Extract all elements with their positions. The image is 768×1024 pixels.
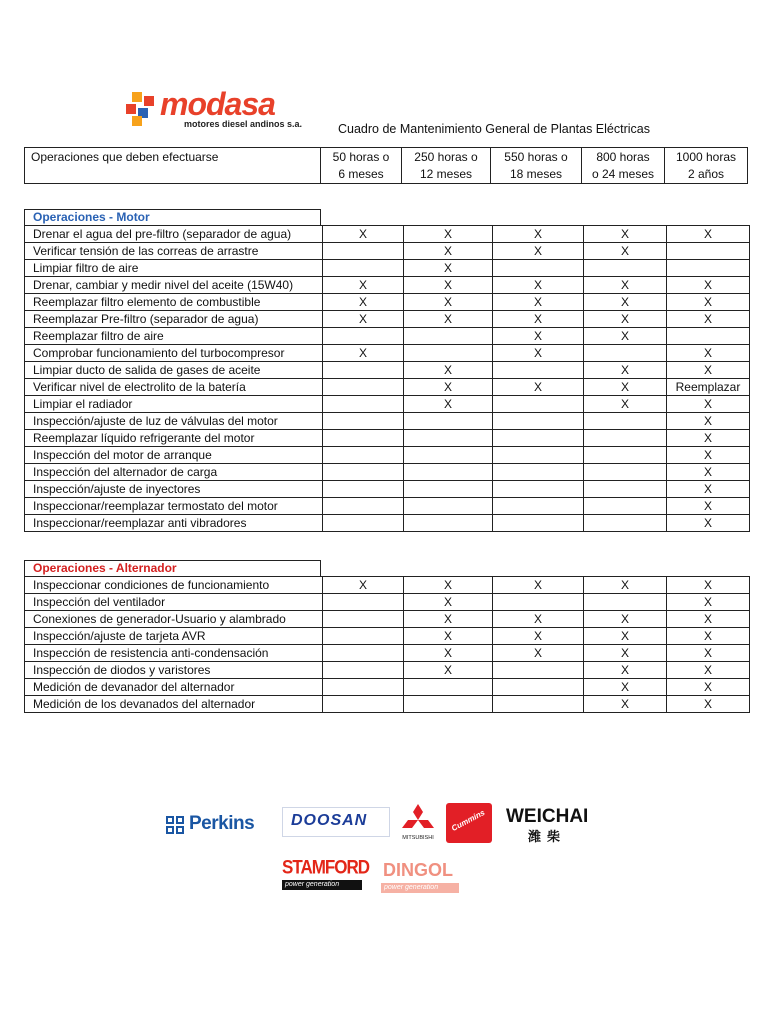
table-row <box>25 362 750 379</box>
cummins-logo-text: Cummins <box>450 807 487 834</box>
interval-mark-cell <box>493 662 584 679</box>
interval-mark-cell: X <box>404 226 493 243</box>
interval-mark-cell: X <box>667 577 750 594</box>
interval-header-800: 800 horas o 24 meses <box>582 148 665 184</box>
interval-mark-cell <box>584 515 667 532</box>
interval-mark-cell <box>323 594 404 611</box>
interval-mark-cell: X <box>323 294 404 311</box>
motor-operations-table <box>24 225 750 532</box>
interval-mark-cell <box>323 628 404 645</box>
operation-cell: Inspección de diodos y varistores <box>25 662 323 679</box>
dingol-logo <box>381 860 461 896</box>
interval-mark-cell: X <box>667 611 750 628</box>
operation-cell: Inspeccionar/reemplazar termostato del motor <box>25 498 323 515</box>
interval-mark-cell <box>493 679 584 696</box>
interval-mark-cell <box>493 481 584 498</box>
operation-cell: Limpiar filtro de aire <box>25 260 323 277</box>
operation-cell: Inspección/ajuste de luz de válvulas del motor <box>25 413 323 430</box>
interval-header-550: 550 horas o 18 meses <box>491 148 582 184</box>
operation-cell: Medición de devanador del alternador <box>25 679 323 696</box>
interval-mark-cell: X <box>584 628 667 645</box>
interval-mark-cell: Reemplazar <box>667 379 750 396</box>
interval-mark-cell <box>323 328 404 345</box>
interval-mark-cell <box>493 594 584 611</box>
interval-mark-cell <box>667 243 750 260</box>
table-row <box>25 679 750 696</box>
interval-mark-cell: X <box>667 481 750 498</box>
interval-mark-cell: X <box>404 611 493 628</box>
interval-mark-cell: X <box>667 396 750 413</box>
doosan-logo <box>282 807 390 837</box>
interval-mark-cell <box>404 447 493 464</box>
interval-mark-cell <box>323 260 404 277</box>
cummins-logo <box>446 803 492 843</box>
interval-mark-cell: X <box>493 277 584 294</box>
interval-mark-cell <box>323 447 404 464</box>
interval-mark-cell: X <box>493 311 584 328</box>
modasa-logo-wordmark: modasa <box>160 86 275 122</box>
stamford-logo-text: STAMFORD <box>282 856 370 878</box>
interval-mark-cell: X <box>404 662 493 679</box>
interval-header-1000: 1000 horas 2 años <box>665 148 748 184</box>
table-row <box>25 577 750 594</box>
interval-mark-cell: X <box>667 447 750 464</box>
table-row <box>25 379 750 396</box>
table-row <box>25 396 750 413</box>
interval-mark-cell: X <box>493 379 584 396</box>
table-row <box>25 345 750 362</box>
interval-mark-cell: X <box>667 498 750 515</box>
interval-mark-cell: X <box>667 662 750 679</box>
operation-cell: Reemplazar filtro de aire <box>25 328 323 345</box>
table-row <box>25 311 750 328</box>
interval-mark-cell: X <box>667 464 750 481</box>
operation-cell: Inspección/ajuste de tarjeta AVR <box>25 628 323 645</box>
interval-mark-cell <box>323 243 404 260</box>
modasa-logo-tagline: motores diesel andinos s.a. <box>184 119 303 129</box>
interval-mark-cell <box>493 498 584 515</box>
doosan-logo-text: DOOSAN <box>291 812 368 829</box>
interval-mark-cell: X <box>493 577 584 594</box>
interval-mark-cell: X <box>584 696 667 713</box>
interval-mark-cell <box>404 515 493 532</box>
modasa-mark-icon <box>122 92 156 126</box>
table-row <box>25 481 750 498</box>
weichai-logo-text: WEICHAI <box>506 806 589 827</box>
interval-mark-cell: X <box>323 277 404 294</box>
alternator-operations-section <box>24 560 751 715</box>
interval-mark-cell: X <box>667 628 750 645</box>
operation-cell: Reemplazar filtro elemento de combustible <box>25 294 323 311</box>
interval-mark-cell: X <box>584 577 667 594</box>
operations-header-cell: Operaciones que deben efectuarse <box>25 148 321 184</box>
interval-mark-cell: X <box>323 311 404 328</box>
interval-mark-cell: X <box>584 311 667 328</box>
interval-mark-cell: X <box>667 311 750 328</box>
interval-mark-cell: X <box>667 645 750 662</box>
interval-mark-cell <box>493 696 584 713</box>
perkins-emblem-icon <box>165 815 185 835</box>
interval-mark-cell <box>323 430 404 447</box>
interval-mark-cell: X <box>323 345 404 362</box>
operation-cell: Limpiar el radiador <box>25 396 323 413</box>
interval-mark-cell: X <box>584 662 667 679</box>
interval-mark-cell <box>323 696 404 713</box>
interval-mark-cell <box>584 413 667 430</box>
interval-mark-cell: X <box>667 226 750 243</box>
interval-mark-cell: X <box>667 679 750 696</box>
interval-mark-cell: X <box>493 243 584 260</box>
interval-mark-cell <box>493 362 584 379</box>
interval-mark-cell: X <box>584 277 667 294</box>
interval-mark-cell <box>667 328 750 345</box>
stamford-logo <box>282 856 370 894</box>
interval-mark-cell: X <box>404 594 493 611</box>
table-row <box>25 226 750 243</box>
interval-mark-cell <box>493 430 584 447</box>
interval-mark-cell <box>323 662 404 679</box>
interval-mark-cell: X <box>404 645 493 662</box>
interval-mark-cell: X <box>667 594 750 611</box>
table-row <box>25 413 750 430</box>
interval-mark-cell <box>323 464 404 481</box>
table-row <box>25 430 750 447</box>
interval-mark-cell <box>404 328 493 345</box>
operation-cell: Inspección del ventilador <box>25 594 323 611</box>
alternator-section-title: Operaciones - Alternador <box>24 560 321 576</box>
operation-cell: Inspección de resistencia anti-condensación <box>25 645 323 662</box>
mitsubishi-logo <box>398 804 438 844</box>
interval-mark-cell: X <box>404 243 493 260</box>
interval-mark-cell <box>323 645 404 662</box>
interval-mark-cell <box>404 345 493 362</box>
operation-cell: Comprobar funcionamiento del turbocompresor <box>25 345 323 362</box>
interval-mark-cell <box>323 498 404 515</box>
interval-mark-cell: X <box>404 577 493 594</box>
interval-mark-cell: X <box>493 628 584 645</box>
interval-mark-cell: X <box>493 226 584 243</box>
motor-operations-section <box>24 209 751 534</box>
interval-mark-cell: X <box>493 294 584 311</box>
interval-mark-cell <box>584 430 667 447</box>
operation-cell: Verificar nivel de electrolito de la batería <box>25 379 323 396</box>
operation-cell: Drenar, cambiar y medir nivel del aceite (15W40) <box>25 277 323 294</box>
interval-mark-cell <box>584 498 667 515</box>
table-row <box>25 611 750 628</box>
operation-cell: Inspección/ajuste de inyectores <box>25 481 323 498</box>
interval-mark-cell: X <box>584 294 667 311</box>
interval-mark-cell: X <box>667 294 750 311</box>
table-row <box>25 328 750 345</box>
operation-cell: Reemplazar líquido refrigerante del motor <box>25 430 323 447</box>
interval-mark-cell: X <box>584 645 667 662</box>
interval-mark-cell: X <box>404 277 493 294</box>
weichai-logo-chinese: 潍柴 <box>528 829 567 844</box>
interval-mark-cell: X <box>404 396 493 413</box>
interval-mark-cell: X <box>404 311 493 328</box>
interval-mark-cell <box>584 481 667 498</box>
table-row <box>25 628 750 645</box>
interval-mark-cell: X <box>404 628 493 645</box>
perkins-logo-text: Perkins <box>189 813 255 834</box>
interval-mark-cell: X <box>584 396 667 413</box>
table-row <box>25 645 750 662</box>
interval-mark-cell <box>323 379 404 396</box>
interval-mark-cell <box>323 362 404 379</box>
interval-mark-cell: X <box>667 362 750 379</box>
interval-mark-cell <box>493 464 584 481</box>
table-row <box>25 498 750 515</box>
interval-mark-cell <box>404 464 493 481</box>
operation-cell: Limpiar ducto de salida de gases de aceite <box>25 362 323 379</box>
dingol-logo-text: DINGOL <box>383 860 453 880</box>
interval-mark-cell <box>404 413 493 430</box>
interval-mark-cell <box>493 396 584 413</box>
interval-mark-cell: X <box>667 345 750 362</box>
interval-mark-cell: X <box>493 328 584 345</box>
interval-mark-cell <box>584 260 667 277</box>
interval-mark-cell <box>323 611 404 628</box>
weichai-logo <box>506 806 588 842</box>
interval-mark-cell <box>404 679 493 696</box>
interval-mark-cell: X <box>584 226 667 243</box>
interval-mark-cell <box>493 413 584 430</box>
mitsubishi-logo-text: MITSUBISHI <box>402 835 434 841</box>
perkins-logo <box>163 807 277 841</box>
table-row <box>25 662 750 679</box>
operation-cell: Verificar tensión de las correas de arrastre <box>25 243 323 260</box>
interval-mark-cell: X <box>323 226 404 243</box>
interval-header-50: 50 horas o 6 meses <box>321 148 402 184</box>
document-title: Cuadro de Mantenimiento General de Plantas Eléctricas <box>338 122 650 136</box>
interval-mark-cell <box>584 345 667 362</box>
interval-mark-cell: X <box>493 645 584 662</box>
interval-header-250: 250 horas o 12 meses <box>402 148 491 184</box>
table-row <box>25 696 750 713</box>
alternator-operations-table <box>24 576 750 713</box>
interval-mark-cell <box>323 515 404 532</box>
interval-mark-cell: X <box>667 696 750 713</box>
interval-mark-cell <box>667 260 750 277</box>
modasa-logo <box>122 86 327 130</box>
motor-section-title: Operaciones - Motor <box>24 209 321 225</box>
interval-mark-cell <box>323 481 404 498</box>
interval-mark-cell <box>323 413 404 430</box>
table-row <box>25 277 750 294</box>
interval-mark-cell: X <box>584 611 667 628</box>
interval-mark-cell <box>323 679 404 696</box>
interval-mark-cell <box>584 594 667 611</box>
table-row <box>25 464 750 481</box>
interval-mark-cell: X <box>493 611 584 628</box>
interval-mark-cell: X <box>667 413 750 430</box>
interval-mark-cell <box>404 430 493 447</box>
interval-mark-cell <box>404 696 493 713</box>
interval-mark-cell <box>493 260 584 277</box>
operation-cell: Inspección del motor de arranque <box>25 447 323 464</box>
interval-mark-cell: X <box>667 277 750 294</box>
table-row <box>25 447 750 464</box>
interval-mark-cell: X <box>323 577 404 594</box>
operation-cell: Inspección del alternador de carga <box>25 464 323 481</box>
interval-mark-cell <box>493 515 584 532</box>
interval-mark-cell: X <box>493 345 584 362</box>
interval-mark-cell: X <box>404 379 493 396</box>
interval-mark-cell: X <box>404 362 493 379</box>
operation-cell: Conexiones de generador-Usuario y alambrado <box>25 611 323 628</box>
table-row <box>25 243 750 260</box>
operation-cell: Medición de los devanados del alternador <box>25 696 323 713</box>
stamford-logo-subtitle: power generation <box>282 880 362 890</box>
interval-mark-cell: X <box>584 379 667 396</box>
dingol-logo-subtitle: power generation <box>381 883 459 893</box>
table-row <box>25 594 750 611</box>
operation-cell: Inspeccionar condiciones de funcionamiento <box>25 577 323 594</box>
mitsubishi-diamonds-icon <box>398 804 438 836</box>
interval-mark-cell <box>493 447 584 464</box>
interval-header-table <box>24 147 748 184</box>
interval-mark-cell <box>404 481 493 498</box>
interval-mark-cell: X <box>667 430 750 447</box>
interval-mark-cell: X <box>404 260 493 277</box>
table-row <box>25 515 750 532</box>
interval-mark-cell: X <box>584 328 667 345</box>
interval-mark-cell <box>323 396 404 413</box>
operation-cell: Drenar el agua del pre-filtro (separador de agua) <box>25 226 323 243</box>
interval-mark-cell: X <box>584 362 667 379</box>
interval-mark-cell: X <box>667 515 750 532</box>
interval-mark-cell: X <box>584 679 667 696</box>
interval-mark-cell <box>584 447 667 464</box>
interval-mark-cell <box>584 464 667 481</box>
interval-mark-cell: X <box>404 294 493 311</box>
operation-cell: Reemplazar Pre-filtro (separador de agua) <box>25 311 323 328</box>
interval-mark-cell <box>404 498 493 515</box>
table-row <box>25 260 750 277</box>
interval-mark-cell: X <box>584 243 667 260</box>
operation-cell: Inspeccionar/reemplazar anti vibradores <box>25 515 323 532</box>
table-row <box>25 294 750 311</box>
